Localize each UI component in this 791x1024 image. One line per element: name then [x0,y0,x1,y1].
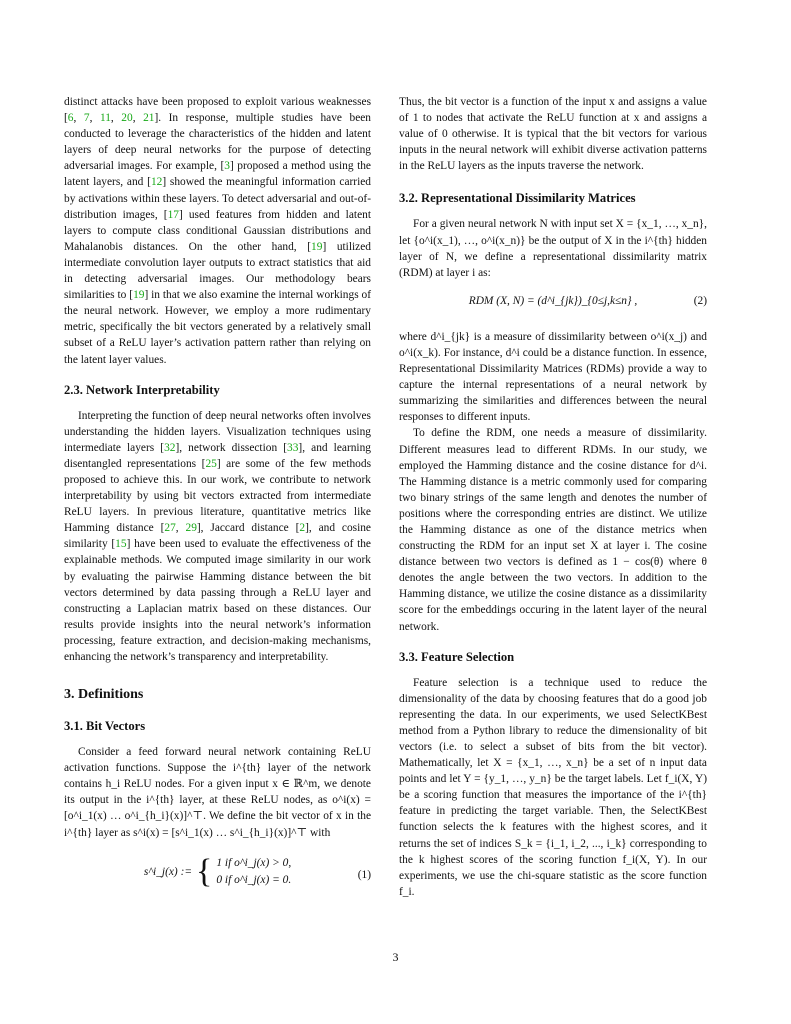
equation-2 [399,293,707,323]
intro-paragraph: Thus, the bit vector is a function of the input x and assigns a value of 1 to nodes that activate the ReLU function at x and assigns a value of 0 otherwise. It is typical that the bit vectors for various inputs in the neural network will exhibit diverse activation patterns in the ReLU layers as the inputs traverse the network. [399,96,707,173]
equation-case: 1 if o^i_j(x) > 0, [216,856,292,869]
section-paragraph: where d^i_{jk} is a measure of dissimilarity between o^i(x_j) and o^i(x_k). For instance, d^i could be a distance function. In essence, Representational Dissimilarity Matrices (RDMs) provide a way to capture the internal representations of a neural network by summarizing the similarities and differences between the neural responses to different inputs. [399,330,707,424]
equation-number: (2) [693,294,707,307]
brace-glyph: { [196,852,213,890]
subsection-title: 3.3. Feature Selection [399,649,515,664]
right-column [399,94,707,900]
section-paragraph: To define the RDM, one needs a measure of dissimilarity. Different measures lead to different RDMs. In our study, we employed the Hamming distance and the cosine distance for d^i. The Hamming distance is a metric commonly used for comparing two binary strings of the same length and denotes the number of positions where the corresponding entries are distinct. We utilize the Hamming distance as one of the distance metrics when constructing the RDM for an input set X at layer i. The cosine distance between two vectors is defined as 1 − cos(θ) where θ denotes the angle between the two vectors. In addition to the Hamming distance, we utilize the cosine distance as a dissimilarity score for the embeddings occuring in the latent layer of the neural network. [399,427,707,633]
section-title: 3. Definitions [64,687,144,703]
equation-number: (1) [357,868,371,881]
intro-paragraph: distinct attacks have been proposed to exploit various weaknesses [6, 7, 11, 20, 21]. In response, multiple studies have been conducted to leverage the characteristics of the hidden and latent layers of deep neural networks for the purpose of detecting adversarial images. For example, [3] proposed a method using the latent layers, and [12] showed the meaningful information carried by activations within these layers. To detect adversarial and out-of-distribution images, [17] used features from hidden and latent layers to compute class conditional Gaussian distributions and Mahalanobis distances. On the other hand, [19] utilized intermediate convolution layer outputs to extract statistics that aid in detecting adversarial images. Our methodology bears similarities to [19] in that we also examine the internal workings of the neural network. However, we employ a more rudimentary metric, specifically the bit vectors generated by a relatively small subset of a ReLU layer’s activation pattern rather than relying on the latent layer values. [64,96,372,366]
left-column [64,94,371,907]
equation-lhs: s^i_j(x) := [143,865,193,878]
section-paragraph: Feature selection is a technique used to reduce the dimensionality of the data by choosing features that do a good job representing the data. In our experiments, we used SelectKBest method from a Python library to reduce the dimensionality of bit vectors (i.e. to select a subset of bits from the bit vector). Mathematically, let X = {x_1, …, x_n} be a set of n input data points and let Y = {y_1, …, y_n} be the target labels. Let f_i(X, Y) be a scoring function that measures the importance of the i^{th} feature in predicting the target variable. Then, the SelectKBest function selects the k features with the highest scores, and it returns the set of indices S_k = {i_1, i_2, ..., i_k} corresponding to the k highest scores of the scoring function f_i(X, Y). In our experiments, we use the chi-square statistic as the score function f_i. [399,676,707,898]
section-paragraph: Interpreting the function of deep neural networks often involves understanding the hidden layers. Visualization techniques using intermediate layers [32], network dissection [33], and learning disentangled representations [25] are some of the few methods proposed to achieve this. In our work, we contribute to network interpretability by using bit vectors extracted from intermediate ReLU layers. In previous literature, quantitative metrics like Hamming distance [27, 29], Jaccard distance [2], and cosine similarity [15] have been used to evaluate the effectiveness of the explainable methods. We computed image similarity in our work by evaluating the pairwise Hamming distance between the bit vectors determined by data passing through a ReLU layer and constructing a Laplacian matrix based on these distances. Our results provide insights into the neural network’s information processing, feature extraction, and decision-making mechanisms, enhancing the network’s transparency and interpretability. [64,409,371,663]
subsection-title: 3.2. Representational Dissimilarity Matrices [399,191,636,206]
section-paragraph: Consider a feed forward neural network containing ReLU activation functions. Suppose the i^{th} layer of the network contains h_i ReLU nodes. For a given input x ∈ ℝ^m, we denote its output in the i^{th} layer, at these ReLU nodes, as o^i(x) = [o^i_1(x) … o^i_{h_i}(x)]^⊤. We define the bit vector of x in the i^{th} layer as s^i(x) = [s^i_1(x) … s^i_{h_i}(x)]^⊤ with [64,746,371,839]
page-number: 3 [392,950,399,964]
equation-1 [64,852,371,901]
section-title: 2.3. Network Interpretability [64,382,220,397]
equation-body: RDM (X, N) = (d^i_{jk})_{0≤j,k≤n} , [468,294,638,307]
equation-case: 0 if o^i_j(x) = 0. [216,873,292,886]
subsection-title: 3.1. Bit Vectors [64,719,146,734]
section-paragraph: For a given neural network N with input set X = {x_1, …, x_n}, let {o^i(x_1), …, o^i(x_n)} be the output of X in the i^{th} hidden layer of N, we define a representational dissimilarity matrix (RDM) at layer i as: [399,218,707,279]
